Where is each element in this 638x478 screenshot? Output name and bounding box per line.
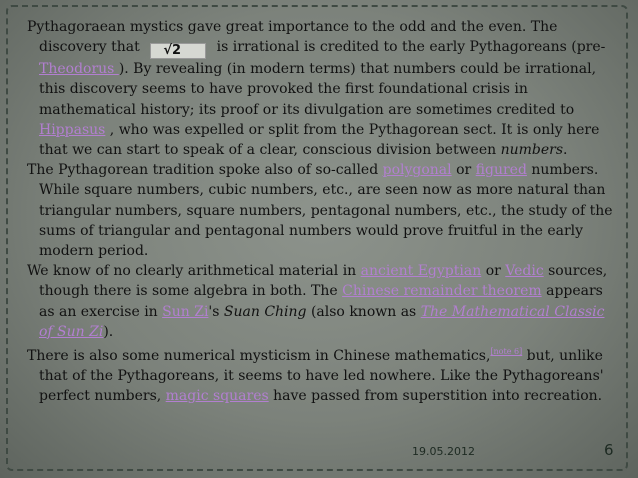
link-polygonal[interactable]: polygonal	[382, 162, 452, 179]
text: (also known as	[306, 303, 421, 320]
paragraph-pythagorean-mystics	[27, 17, 615, 160]
text: appears as an exercise in	[39, 283, 603, 320]
text: 's	[208, 303, 224, 320]
sqrt2-image: √2	[150, 43, 206, 59]
text: Pythagoraean mystics gave great importance to the odd and the even. The discovery that	[27, 19, 558, 56]
footer-date: 19.05.2012	[412, 445, 475, 458]
emphasis-numbers: numbers	[500, 142, 564, 159]
link-hippasus[interactable]: Hippasus	[39, 121, 106, 138]
text: , who was expelled or split from the Pythagorean sect. It is only here that we can start to speak of a clear, conscious division between	[39, 121, 600, 159]
text: or	[451, 162, 476, 179]
paragraph-pythagorean-tradition	[27, 160, 615, 261]
link-magic-squares[interactable]: magic squares	[165, 388, 269, 405]
link-chinese-remainder-theorem[interactable]: Chinese remainder theorem	[342, 283, 542, 300]
slide-number: 6	[604, 441, 614, 459]
text: sources, though there is some algebra in both. The	[39, 263, 608, 300]
text: ).	[103, 323, 114, 340]
link-sun-zi[interactable]: Sun Zi	[162, 303, 209, 320]
text: or	[481, 263, 506, 280]
text: have passed from superstition into recreation.	[268, 388, 603, 405]
text: There is also some numerical mysticism in Chinese mathematics,	[27, 348, 491, 365]
link-figured[interactable]: figured	[475, 162, 527, 179]
link-theodorus[interactable]: Theodorus	[39, 61, 119, 78]
paragraph-numerical-mysticism	[27, 342, 615, 407]
text: The Pythagorean tradition spoke also of so-called	[27, 162, 383, 179]
link-mathematical-classic-sun-zi[interactable]: The Mathematical Classic of Sun Zi	[39, 303, 605, 340]
text: We know of no clearly arithmetical material in	[27, 263, 361, 280]
text: numbers. While square numbers, cubic numbers, etc., are seen now as more natural than triangular numbers, square numbers, pentagonal numbers, etc., the study of the sums of triangular and pentagonal numbers would prove fruitful in the early modern period.	[39, 162, 613, 260]
emphasis-suan-ching: Suan Ching	[223, 303, 307, 320]
paragraph-arithmetical-material	[27, 261, 615, 342]
link-ancient-egyptian[interactable]: ancient Egyptian	[360, 263, 482, 280]
slide-content	[27, 17, 615, 407]
text: .	[563, 142, 568, 159]
text: but, unlike that of the Pythagoreans, it seems to have led nowhere. Like the Pythagoreans' perfect numbers,	[39, 348, 604, 405]
footnote-link-note-6[interactable]: [note 6]	[490, 347, 523, 357]
text: ). By revealing (in modern terms) that numbers could be irrational, this discovery seems to have provoked the first foundational crisis in mathematical history; its proof or its divulgation are sometimes credited to	[39, 61, 597, 118]
link-vedic[interactable]: Vedic	[505, 263, 544, 280]
text: is irrational is credited to the early Pythagoreans (pre-	[212, 39, 605, 56]
